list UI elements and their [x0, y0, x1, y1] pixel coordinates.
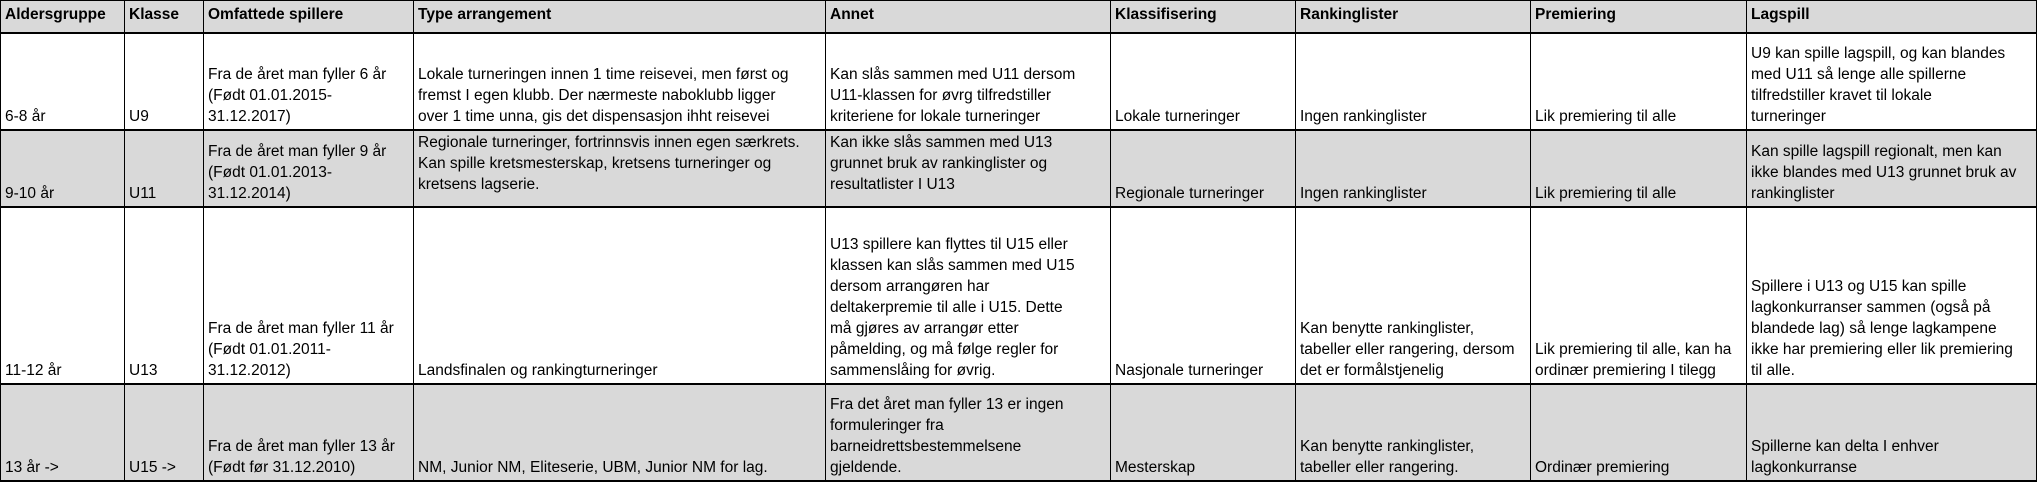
cell-text: Fra de året man fyller 9 år (Født 01.01.2013- 31.12.2014) [208, 143, 387, 202]
cell-text: U13 spillere kan flyttes til U15 eller klassen kan slås sammen med U15 dersom arrangøren har deltakerpremie til alle i U15. Dette må gjøres av arrangør etter påmelding, og må følge regler for sammenslåing for øvrig. [830, 236, 1075, 379]
cell-omfattede-spillere[interactable] [204, 130, 414, 207]
cell-omfattede-spillere[interactable] [204, 207, 414, 384]
cell-omfattede-spillere[interactable] [204, 384, 414, 481]
cell-text: Fra det året man fyller 13 er ingen formuleringer fra barneidrettsbestemmelsene gjeldende. [830, 396, 1064, 476]
cell-omfattede-spillere[interactable] [204, 33, 414, 130]
cell-text: U11 [129, 185, 157, 202]
cell-lagspill[interactable] [1747, 207, 2037, 384]
cell-aldersgruppe[interactable] [1, 33, 125, 130]
cell-text: Fra de året man fyller 6 år (Født 01.01.2015- 31.12.2017) [208, 66, 387, 125]
cell-text: Regionale turneringer, fortrinnsvis innen egen særkrets. Kan spille kretsmesterskap, kretsens turneringer og kretsens lagserie. [418, 134, 800, 193]
cell-text: Lik premiering til alle, kan ha ordinær premiering I tilegg [1535, 341, 1732, 379]
cell-klassifisering[interactable] [1111, 207, 1296, 384]
cell-annet[interactable] [826, 384, 1111, 481]
cell-text: Ordinær premiering [1535, 459, 1670, 476]
cell-text: U15 -> [129, 459, 176, 476]
header-lagspill[interactable]: Lagspill [1747, 1, 2037, 34]
table-row [1, 33, 2037, 130]
cell-text: Kan ikke slås sammen med U13 grunnet bruk av rankinglister og resultatlister I U13 [830, 134, 1053, 193]
cell-type-arrangement[interactable] [414, 207, 826, 384]
cell-premiering[interactable] [1531, 384, 1747, 481]
cell-text: Kan spille lagspill regionalt, men kan ikke blandes med U13 grunnet bruk av rankinglister [1751, 143, 2017, 202]
cell-lagspill[interactable] [1747, 384, 2037, 481]
cell-annet[interactable] [826, 130, 1111, 207]
header-annet[interactable]: Annet [826, 1, 1111, 34]
cell-text: Nasjonale turneringer [1115, 362, 1264, 379]
cell-klasse[interactable] [125, 130, 204, 207]
header-klassifisering[interactable]: Klassifisering [1111, 1, 1296, 34]
cell-text: Regionale turneringer [1115, 185, 1265, 202]
header-rankinglister[interactable]: Rankinglister [1296, 1, 1531, 34]
cell-text: NM, Junior NM, Eliteserie, UBM, Junior NM for lag. [418, 459, 768, 476]
cell-text: Lik premiering til alle [1535, 185, 1677, 202]
cell-type-arrangement[interactable] [414, 33, 826, 130]
cell-lagspill[interactable] [1747, 33, 2037, 130]
cell-annet[interactable] [826, 33, 1111, 130]
header-omfattede-spillere[interactable]: Omfattede spillere [204, 1, 414, 34]
cell-klasse[interactable] [125, 384, 204, 481]
cell-klassifisering[interactable] [1111, 33, 1296, 130]
cell-klassifisering[interactable] [1111, 384, 1296, 481]
cell-klassifisering[interactable] [1111, 130, 1296, 207]
cell-text: 13 år -> [5, 459, 59, 476]
cell-klasse[interactable] [125, 33, 204, 130]
cell-text: U9 [129, 108, 149, 125]
cell-text: Kan benytte rankinglister, tabeller eller rangering, dersom det er formålstjenelig [1300, 320, 1515, 379]
cell-text: Fra de året man fyller 13 år (Født før 31.12.2010) [208, 438, 395, 476]
table-row [1, 207, 2037, 384]
cell-aldersgruppe[interactable] [1, 207, 125, 384]
cell-text: 11-12 år [5, 362, 62, 379]
cell-annet[interactable] [826, 207, 1111, 384]
cell-text: Spillerne kan delta I enhver lagkonkurranse [1751, 438, 1939, 476]
cell-premiering[interactable] [1531, 207, 1747, 384]
table-row [1, 130, 2037, 207]
cell-text: 9-10 år [5, 185, 55, 202]
header-type-arrangement[interactable]: Type arrangement [414, 1, 826, 34]
cell-rankinglister[interactable] [1296, 207, 1531, 384]
cell-klasse[interactable] [125, 207, 204, 384]
header-klasse[interactable]: Klasse [125, 1, 204, 34]
cell-text: Ingen rankinglister [1300, 185, 1427, 202]
header-row [1, 1, 2037, 34]
cell-text: Lokale turneringen innen 1 time reisevei, men først og fremst I egen klubb. Der nærmeste naboklubb ligger over 1 time unna, gis det dispensasjon ihht reisevei [418, 66, 789, 125]
cell-premiering[interactable] [1531, 130, 1747, 207]
cell-type-arrangement[interactable] [414, 384, 826, 481]
cell-text: Lik premiering til alle [1535, 108, 1677, 125]
cell-text: Kan benytte rankinglister, tabeller eller rangering. [1300, 438, 1475, 476]
cell-text: Spillere i U13 og U15 kan spille lagkonkurranser sammen (også på blandede lag) så lenge lagkampene ikke har premiering eller lik premiering til alle. [1751, 278, 2013, 379]
cell-text: Lokale turneringer [1115, 108, 1240, 125]
header-premiering[interactable]: Premiering [1531, 1, 1747, 34]
cell-text: 6-8 år [5, 108, 46, 125]
cell-text: Mesterskap [1115, 459, 1196, 476]
cell-aldersgruppe[interactable] [1, 130, 125, 207]
cell-text: U13 [129, 362, 158, 379]
cell-lagspill[interactable] [1747, 130, 2037, 207]
cell-type-arrangement[interactable] [414, 130, 826, 207]
cell-text: U9 kan spille lagspill, og kan blandes med U11 så lenge alle spillerne tilfredstiller kravet til lokale turneringer [1751, 45, 2006, 125]
cell-premiering[interactable] [1531, 33, 1747, 130]
cell-aldersgruppe[interactable] [1, 384, 125, 481]
cell-text: Ingen rankinglister [1300, 108, 1427, 125]
cell-rankinglister[interactable] [1296, 33, 1531, 130]
cell-rankinglister[interactable] [1296, 130, 1531, 207]
cell-text: Kan slås sammen med U11 dersom U11-klassen for øvrg tilfredstiller kriteriene for lokale turneringer [830, 66, 1076, 125]
cell-text: Landsfinalen og rankingturneringer [418, 362, 658, 379]
header-aldersgruppe[interactable]: Aldersgruppe [1, 1, 125, 34]
cell-rankinglister[interactable] [1296, 384, 1531, 481]
cell-text: Fra de året man fyller 11 år (Født 01.01.2011- 31.12.2012) [208, 320, 394, 379]
table-row [1, 384, 2037, 481]
